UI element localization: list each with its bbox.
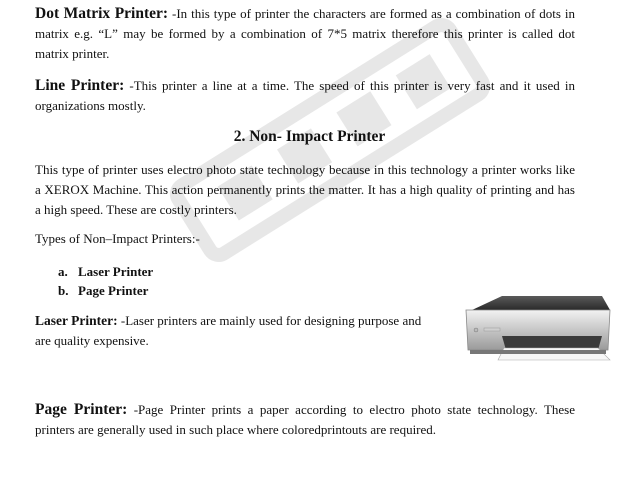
- types-label: Types of Non–Impact Printers:-: [35, 231, 200, 246]
- list-marker: a.: [58, 264, 68, 279]
- dot-matrix-paragraph: [35, 4, 575, 64]
- laser-printer-paragraph: [35, 311, 440, 351]
- page-printer-text: -Page Printer prints a paper according to electro photo state technology. These printers are generally used in such place where coloredprintouts are required.: [35, 402, 575, 437]
- line-printer-paragraph: [35, 76, 575, 116]
- line-printer-title: Line Printer:: [35, 77, 125, 94]
- page-printer-title: Page Printer:: [35, 401, 128, 418]
- list-item: [58, 281, 153, 300]
- non-impact-intro: This type of printer uses electro photo state technology because in this technology a printer works like a XEROX Machine. This action permanently prints the matter. It has a high quality of printing and has a high speed. These are costly printers.: [35, 162, 575, 217]
- list-item-label: Page Printer: [78, 283, 149, 298]
- section-heading: 2. Non- Impact Printer: [233, 128, 386, 145]
- laser-printer-text: -Laser printers are mainly used for designing purpose and are quality expensive.: [35, 313, 422, 348]
- types-list: [58, 262, 153, 300]
- list-marker: b.: [58, 283, 69, 298]
- laser-printer-photo: [462, 292, 612, 364]
- list-item: [58, 262, 153, 281]
- page-printer-paragraph: [35, 400, 575, 440]
- dot-matrix-text: -In this type of printer the characters are formed as a combination of dots in matrix e.g. “L” may be formed by a combination of 7*5 matrix therefore this printer is called dot matrix printer.: [35, 6, 575, 61]
- list-item-label: Laser Printer: [78, 264, 154, 279]
- dot-matrix-title: Dot Matrix Printer:: [35, 5, 169, 22]
- laser-printer-title: Laser Printer:: [35, 313, 118, 328]
- line-printer-text: -This printer a line at a time. The speed of this printer is very fast and it used in organizations mostly.: [35, 78, 575, 113]
